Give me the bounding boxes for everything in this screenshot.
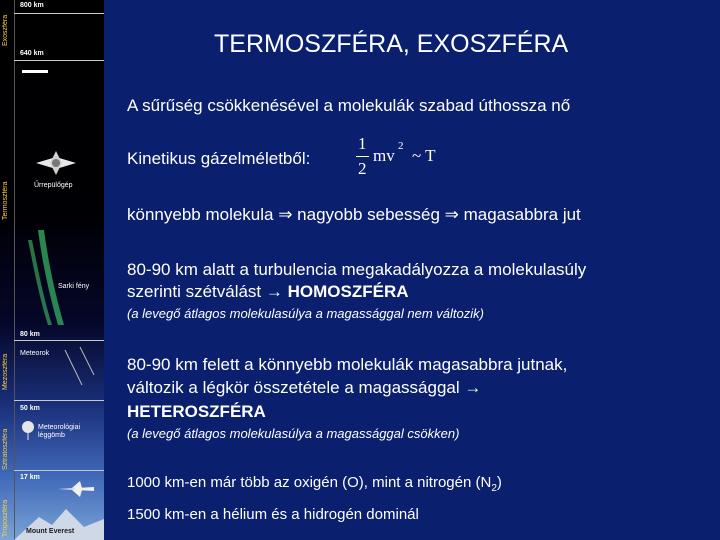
meteor-streaks-icon [60, 345, 100, 395]
atmosphere-strip [0, 0, 104, 540]
homosphere-text: szerinti szétválást → [127, 282, 288, 301]
formula-denominator: 2 [358, 159, 367, 178]
airplane-icon [56, 480, 96, 498]
altitude-17: 17 km [20, 474, 40, 481]
altitude-80: 80 km [20, 331, 40, 338]
layer-label-thermosphere: Termoszféra [2, 181, 9, 220]
line-below-80km: 80-90 km alatt a turbulencia megakadályozza a molekulasúly [127, 260, 587, 279]
layer-label-exosphere: Exoszféra [2, 14, 9, 46]
line-composition: változik a légkör összetétele a magassággal → [127, 378, 482, 397]
space-shuttle-icon [32, 145, 80, 181]
homosphere-term: HOMOSZFÉRA [287, 282, 409, 301]
formula-proportional: ~ T [412, 146, 436, 165]
line-kinetic: Kinetikus gázelméletből: [127, 149, 311, 168]
altitude-800: 800 km [20, 2, 44, 9]
altitude-line-80 [14, 340, 104, 341]
note-homosphere: (a levegő átlagos molekulasúlya a magassággal nem változik) [127, 306, 484, 321]
altitude-640: 640 km [20, 50, 44, 57]
layer-label-stratosphere: Sztratoszféra [2, 428, 9, 470]
line-1500km: 1500 km-en a hélium és a hidrogén dominál [127, 506, 419, 523]
altitude-50: 50 km [20, 405, 40, 412]
formula-expression: mv [373, 146, 395, 165]
nitrogen-subscript: 2 [491, 483, 497, 494]
caption-meteors: Meteorok [20, 350, 50, 357]
altitude-line-800 [14, 13, 104, 14]
caption-everest: Mount Everest [26, 528, 75, 535]
aurora-icon [18, 230, 68, 325]
scale-mark [22, 70, 48, 73]
line-free-path: A sűrűség csökkenésével a molekulák szabad úthossza nő [127, 96, 571, 115]
altitude-line-17 [14, 470, 104, 471]
altitude-line-640 [14, 60, 104, 61]
line-homosphere [127, 282, 409, 302]
caption-balloon: Meteorológiai léggömb [38, 424, 81, 439]
heterosphere-term: HETEROSZFÉRA [127, 402, 266, 421]
fraction-bar [356, 156, 369, 157]
weather-balloon-icon [20, 420, 36, 440]
note-heterosphere: (a levegő átlagos molekulasúlya a magassággal csökken) [127, 426, 460, 441]
formula-numerator: 1 [358, 134, 367, 153]
line-1000km-close: ) [496, 474, 502, 491]
line-1000km [127, 473, 502, 499]
caption-aurora: Sarki fény [58, 283, 90, 290]
line-lighter-molecule: könnyebb molekula ⇒ nagyobb sebesség ⇒ magasabbra jut [127, 205, 581, 224]
altitude-line-50 [14, 400, 104, 401]
formula-exponent: 2 [398, 140, 404, 152]
page-title: TERMOSZFÉRA, EXOSZFÉRA [214, 30, 569, 58]
layer-label-mesosphere: Mezoszféra [2, 353, 9, 390]
line-1000km-text: 1000 km-en már több az oxigén (O), mint a nitrogén (N [127, 474, 492, 491]
caption-shuttle: Űrrepülőgép [34, 182, 73, 189]
line-above-80km: 80-90 km felett a könnyebb molekulák magasabbra jutnak, [127, 355, 568, 374]
strip-axis [14, 0, 15, 540]
layer-label-troposphere: Troposzféra [2, 499, 9, 537]
